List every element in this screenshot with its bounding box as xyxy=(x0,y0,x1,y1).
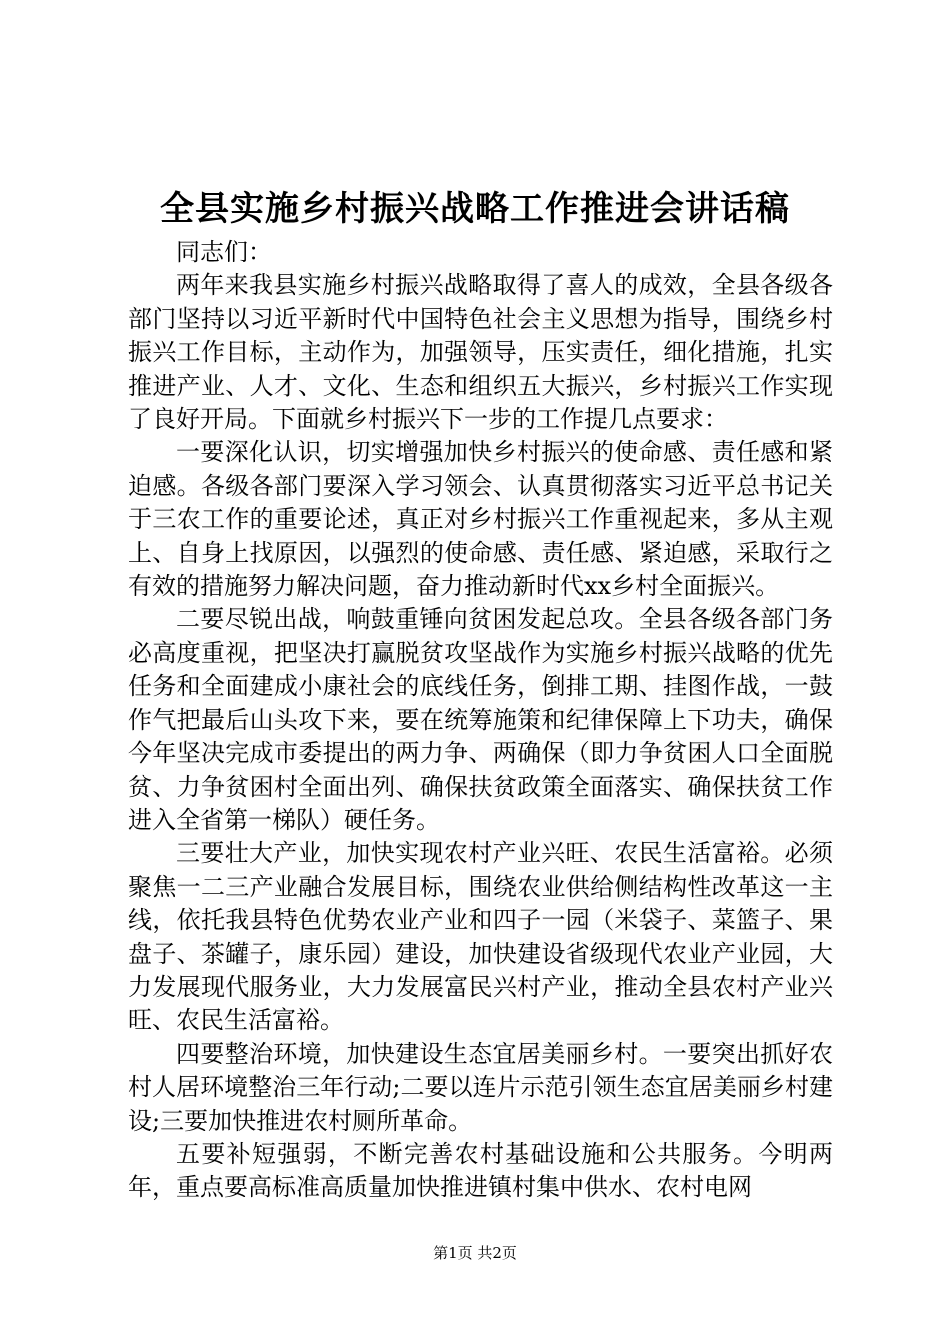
document-title: 全县实施乡村振兴战略工作推进会讲话稿 xyxy=(160,189,790,229)
paragraph-requirement-3: 三要壮大产业，加快实现农村产业兴旺、农民生活富裕。必须聚焦一二三产业融合发展目标，围绕农业供给侧结构性改革这一主线，依托我县特色优势农业产业和四子一园（米袋子、菜篮子、果盘子、茶罐子，康乐园）建设，加快建设省级现代农业产业园，大力发展现代服务业，大力发展富民兴村产业，推动全县农村产业兴旺、农民生活富裕。 xyxy=(128,839,833,1035)
paragraph-intro: 两年来我县实施乡村振兴战略取得了喜人的成效，全县各级各部门坚持以习近平新时代中国特色社会主义思想为指导，围绕乡村振兴工作目标，主动作为，加强领导，压实责任，细化措施，扎实推进产业、人才、文化、生态和组织五大振兴，乡村振兴工作实现了良好开局。下面就乡村振兴下一步的工作提几点要求： xyxy=(128,271,833,434)
paragraph-salutation: 同志们： xyxy=(176,238,272,266)
page-number-footer: 第1页 共2页 xyxy=(433,1244,517,1262)
paragraph-requirement-1: 一要深化认识，切实增强加快乡村振兴的使命感、责任感和紧迫感。各级各部门要深入学习领会、认真贯彻落实习近平总书记关于三农工作的重要论述，真正对乡村振兴工作重视起来，多从主观上、自身上找原因，以强烈的使命感、责任感、紧迫感，采取行之有效的措施努力解决问题，奋力推动新时代xx乡村全面振兴。 xyxy=(128,438,833,601)
paragraph-requirement-5: 五要补短强弱，不断完善农村基础设施和公共服务。今明两年，重点要高标准高质量加快推进镇村集中供水、农村电网 xyxy=(128,1139,833,1202)
document-body xyxy=(128,236,833,1205)
paragraph-requirement-2: 二要尽锐出战，响鼓重锤向贫困发起总攻。全县各级各部门务必高度重视，把坚决打赢脱贫攻坚战作为实施乡村振兴战略的优先任务和全面建成小康社会的底线任务，倒排工期、挂图作战，一鼓作气把最后山头攻下来，要在统筹施策和纪律保障上下功夫，确保今年坚决完成市委提出的两力争、两确保（即力争贫困人口全面脱贫、力争贫困村全面出列、确保扶贫政策全面落实、确保扶贫工作进入全省第一梯队）硬任务。 xyxy=(128,605,833,834)
paragraph-requirement-4: 四要整治环境，加快建设生态宜居美丽乡村。一要突出抓好农村人居环境整治三年行动;二要以连片示范引领生态宜居美丽乡村建设;三要加快推进农村厕所革命。 xyxy=(128,1039,833,1135)
